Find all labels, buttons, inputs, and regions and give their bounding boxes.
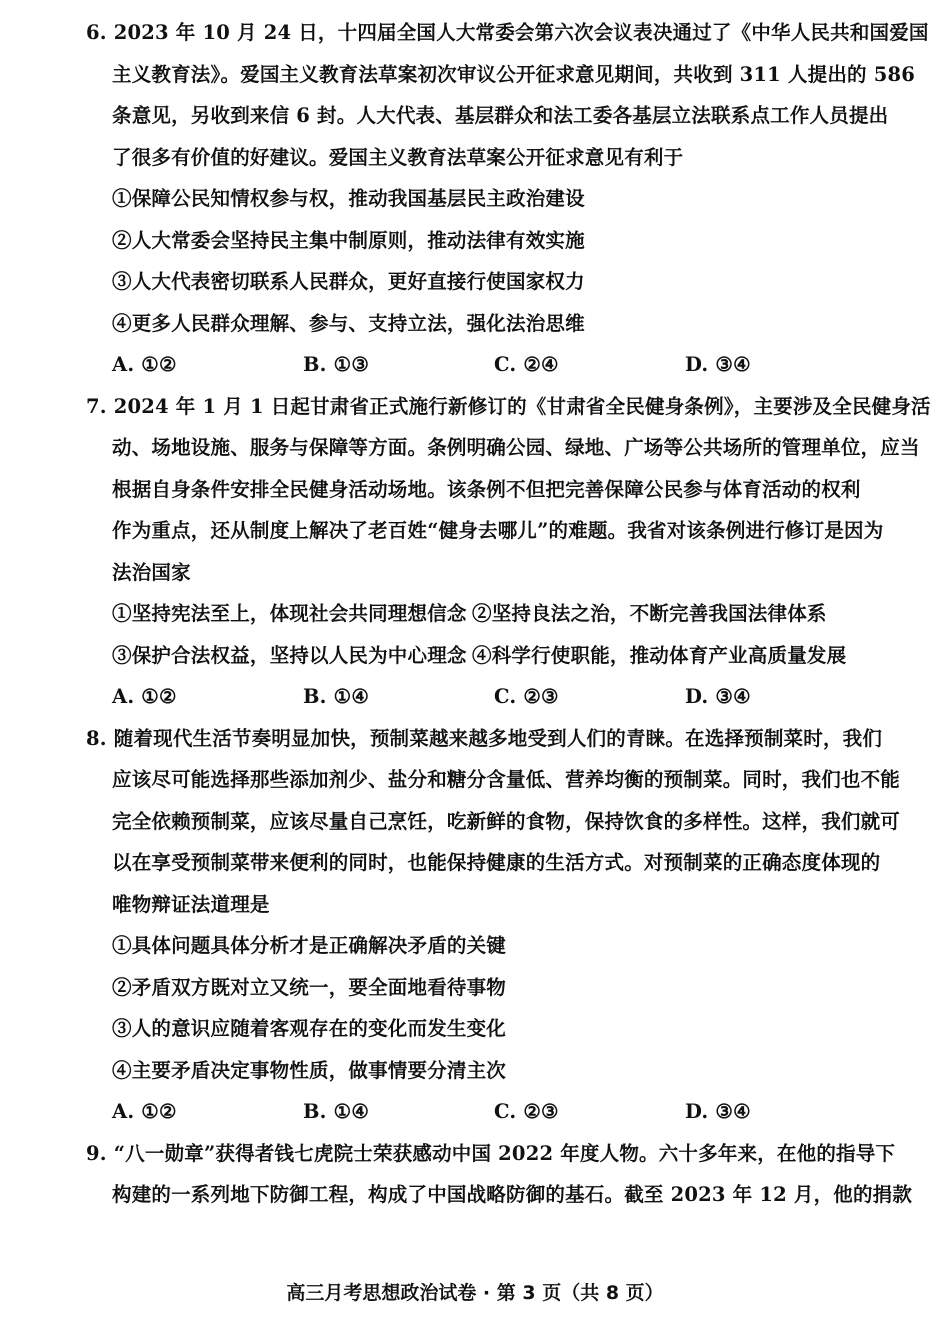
question-6-option-2: ②人大常委会坚持民主集中制原则，推动法律有效实施 <box>112 228 585 252</box>
stem-line: 7. 2024 年 1 月 1 日起甘肃省正式施行新修订的《甘肃省全民健身条例》，主要涉及全民健身活 <box>86 394 931 418</box>
question-7-options-row-1 <box>86 593 876 635</box>
stem-line: 根据自身条件安排全民健身活动场地。该条例不但把完善保障公民参与体育活动的权利 <box>112 477 861 501</box>
stem-line: 主义教育法》。爱国主义教育法草案初次审议公开征求意见期间，共收到 311 人提出的 586 <box>112 62 916 86</box>
stem-line: 法治国家 <box>112 560 191 584</box>
choice-d: D. ③④ <box>685 353 751 376</box>
stem-line: 唯物辩证法道理是 <box>112 892 270 916</box>
stem-line: 8. 随着现代生活节奏明显加快，预制菜越来越多地受到人们的青睐。在选择预制菜时，我们 <box>86 726 883 750</box>
stem-line: 作为重点，还从制度上解决了老百姓“健身去哪儿”的难题。我省对该条例进行修订是因为 <box>112 519 884 542</box>
question-6-option-3: ③人大代表密切联系人民群众，更好直接行使国家权力 <box>112 270 585 293</box>
question-8-option-3: ③人的意识应随着客观存在的变化而发生变化 <box>112 1017 507 1040</box>
stem-line: 完全依赖预制菜，应该尽量自己烹饪，吃新鲜的食物，保持饮食的多样性。这样，我们就可 <box>112 809 901 833</box>
stem-line: 动、场地设施、服务与保障等方面。条例明确公园、绿地、广场等公共场所的管理单位，应当 <box>112 436 920 459</box>
stem-line: 以在享受预制菜带来便利的同时，也能保持健康的生活方式。对预制菜的正确态度体现的 <box>112 851 881 874</box>
choice-c: C. ②④ <box>494 353 559 376</box>
stem-line: 6. 2023 年 10 月 24 日，十四届全国人大常委会第六次会议表决通过了《中华人民共和国爱国 <box>86 21 929 44</box>
question-7-option-3: ③保护合法权益，坚持以人民为中心理念 <box>112 643 467 667</box>
stem-line: 9. “八一勋章”获得者钱七虎院士荣获感动中国 2022 年度人物。六十多年来，在他的指导下 <box>86 1141 896 1165</box>
stem-line: 构建的一系列地下防御工程，构成了中国战略防御的基石。截至 2023 年 12 月，他的捐款 <box>112 1183 913 1206</box>
page-footer: 高三月考思想政治试卷 · 第 3 页（共 8 页） <box>286 1282 664 1304</box>
choice-a: A. ①② <box>112 685 177 708</box>
question-7-stem <box>86 386 931 594</box>
choice-b: B. ①③ <box>303 353 370 376</box>
question-6-option-4: ④更多人民群众理解、参与、支持立法，强化法治思维 <box>112 311 585 335</box>
question-9-stem <box>86 1133 913 1216</box>
choice-d: D. ③④ <box>685 1100 751 1123</box>
stem-line: 了很多有价值的好建议。爱国主义教育法草案公开征求意见有利于 <box>112 145 684 169</box>
question-7-option-2: ②坚持良法之治，不断完善我国法律体系 <box>472 602 827 625</box>
stem-line: 条意见，另收到来信 6 封。人大代表、基层群众和法工委各基层立法联系点工作人员提出 <box>112 104 889 127</box>
question-8 <box>86 718 901 1133</box>
question-6-option-1: ①保障公民知情权参与权，推动我国基层民主政治建设 <box>112 187 585 210</box>
question-7-choices <box>86 676 876 718</box>
question-8-option-2: ②矛盾双方既对立又统一，要全面地看待事物 <box>112 975 507 999</box>
page-content <box>86 12 931 1216</box>
choice-c: C. ②③ <box>494 1100 559 1123</box>
question-9 <box>86 1133 913 1216</box>
question-7 <box>86 386 931 718</box>
question-8-stem <box>86 718 901 926</box>
choice-a: A. ①② <box>112 353 177 376</box>
choice-b: B. ①④ <box>303 685 370 708</box>
question-7-options-row-2 <box>86 635 876 677</box>
question-8-option-4: ④主要矛盾决定事物性质，做事情要分清主次 <box>112 1058 507 1082</box>
question-6-choices <box>86 344 876 386</box>
question-6 <box>86 12 929 386</box>
question-7-option-1: ①坚持宪法至上，体现社会共同理想信念 <box>112 602 467 625</box>
question-7-option-4: ④科学行使职能，推动体育产业高质量发展 <box>472 643 847 667</box>
choice-d: D. ③④ <box>685 685 751 708</box>
choice-a: A. ①② <box>112 1100 177 1123</box>
question-8-choices <box>86 1091 876 1133</box>
question-6-stem <box>86 12 929 178</box>
stem-line: 应该尽可能选择那些添加剂少、盐分和糖分含量低、营养均衡的预制菜。同时，我们也不能 <box>112 768 901 791</box>
question-8-option-1: ①具体问题具体分析才是正确解决矛盾的关键 <box>112 934 507 957</box>
choice-c: C. ②③ <box>494 685 559 708</box>
choice-b: B. ①④ <box>303 1100 370 1123</box>
